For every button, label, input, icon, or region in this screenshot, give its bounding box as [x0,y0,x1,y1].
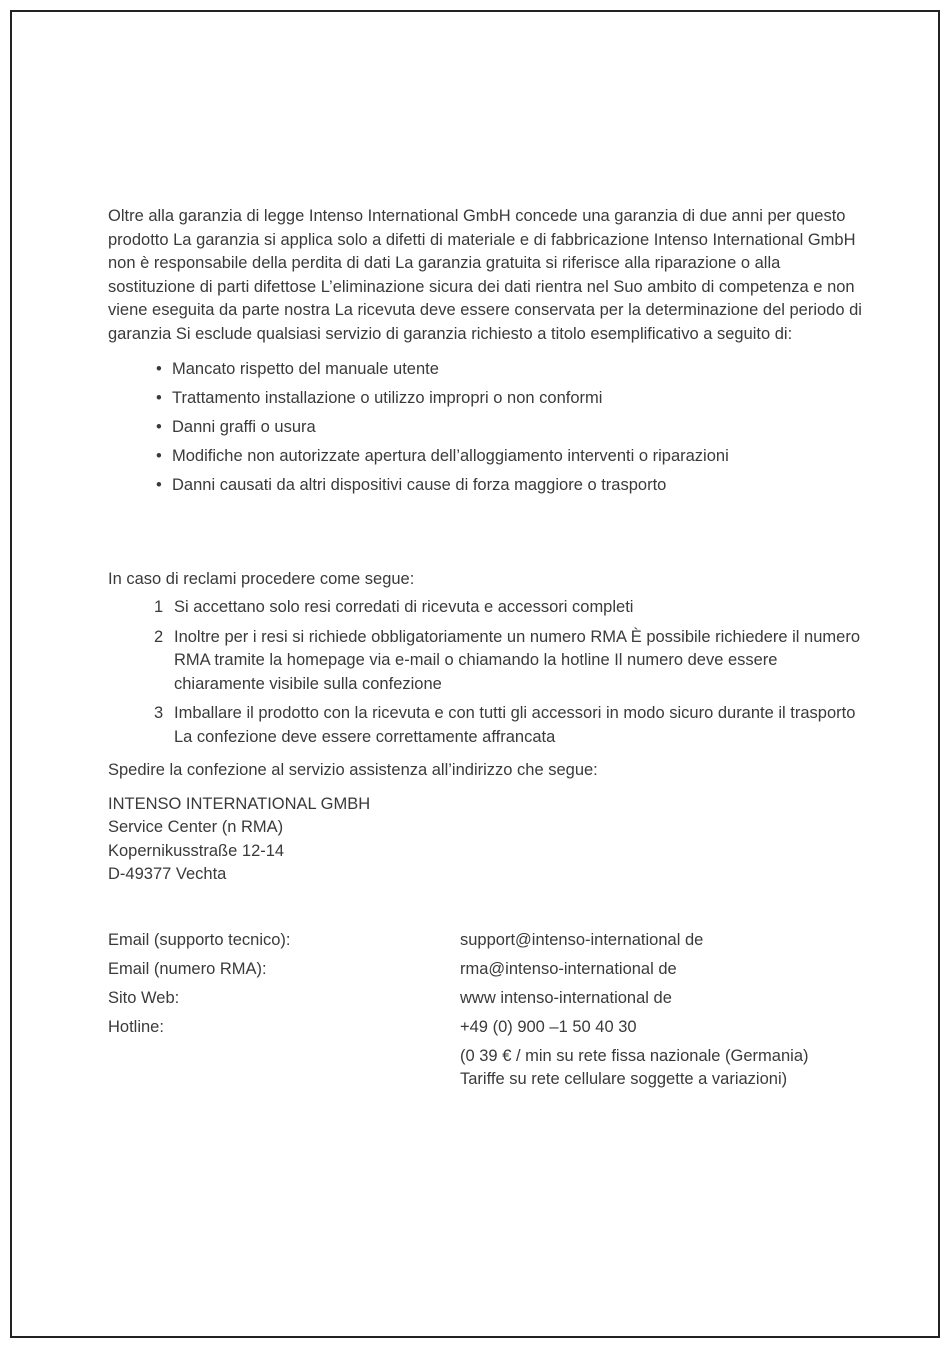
list-item: • Mancato rispetto del manuale utente [156,358,868,382]
bullet-icon: • [156,447,162,465]
shipping-instruction: Spedire la confezione al servizio assistenza all’indirizzo che segue: [108,761,598,779]
contact-table [108,929,868,1092]
bullet-icon: • [156,476,162,494]
document-content [108,205,868,1092]
claims-steps [108,596,868,749]
contact-label: Email (supporto tecnico): [108,930,291,949]
contact-label: Hotline: [108,1017,164,1036]
contact-label: Email (numero RMA): [108,959,267,978]
service-address [108,793,868,887]
hotline-note-line: (0 39 € / min su rete fissa nazionale (Germania) [460,1046,809,1065]
contact-row [108,987,868,1011]
step-number: 1 [154,598,164,616]
contact-label: Sito Web: [108,988,180,1007]
support-email-link[interactable]: support@intenso-international de [460,930,704,949]
exclusions-list [108,358,868,498]
website-link[interactable]: www intenso-international de [460,988,672,1007]
step-item: 3 Imballare il prodotto con la ricevuta e con tutti gli accessori in modo sicuro durante il trasporto La confezione deve essere correttamente affrancata [154,704,856,746]
rma-email-link[interactable]: rma@intenso-international de [460,959,677,978]
list-item: • Danni causati da altri dispositivi cause di forza maggiore o trasporto [156,474,868,498]
address-line: Service Center (n RMA) [108,818,284,836]
hotline-number: +49 (0) 900 –1 50 40 30 [460,1017,637,1036]
claims-heading: In caso di reclami procedere come segue: [108,569,415,588]
bullet-icon: • [156,418,162,436]
step-item: 2 Inoltre per i resi si richiede obbligatoriamente un numero RMA È possibile richiedere il numero RMA tramite la homepage via e-mail o chiamando la hotline Il numero deve essere chiaramente visibile sulla confezione [154,627,860,693]
bullet-icon: • [156,389,162,407]
step-item: 1 Si accettano solo resi corredati di ricevuta e accessori completi [154,596,868,620]
list-item: • Modifiche non autorizzate apertura dell’alloggiamento interventi o riparazioni [156,445,868,469]
document-page [10,10,940,1338]
address-line: Kopernikusstraße 12-14 [108,841,285,860]
hotline-note-line: Tariffe su rete cellulare soggette a variazioni) [460,1070,788,1088]
address-line: D-49377 Vechta [108,865,227,883]
address-line: INTENSO INTERNATIONAL GMBH [108,794,371,813]
list-item: • Trattamento installazione o utilizzo impropri o non conformi [156,387,868,411]
hotline-note [108,1045,868,1092]
contact-row [108,958,868,982]
step-number: 3 [154,704,164,722]
step-number: 2 [154,627,164,646]
list-item: • Danni graffi o usura [156,416,868,440]
contact-row [108,1016,868,1040]
bullet-icon: • [156,360,162,378]
warranty-intro: Oltre alla garanzia di legge Intenso International GmbH concede una garanzia di due anni per questo prodotto La garanzia si applica solo a difetti di materiale e di fabbricazione Intenso International GmbH non è responsabile della perdita di dati La garanzia gratuita si riferisce alla riparazione o alla sostituzione di parti difettose L’eliminazione sicura dei dati rientra nel Suo ambito di competenza e non viene eseguita da parte nostra La ricevuta deve essere conservata per la determinazione del periodo di garanzia Si esclude qualsiasi servizio di garanzia richiesto a titolo esemplificativo a seguito di: [108,207,862,343]
contact-row [108,929,868,953]
